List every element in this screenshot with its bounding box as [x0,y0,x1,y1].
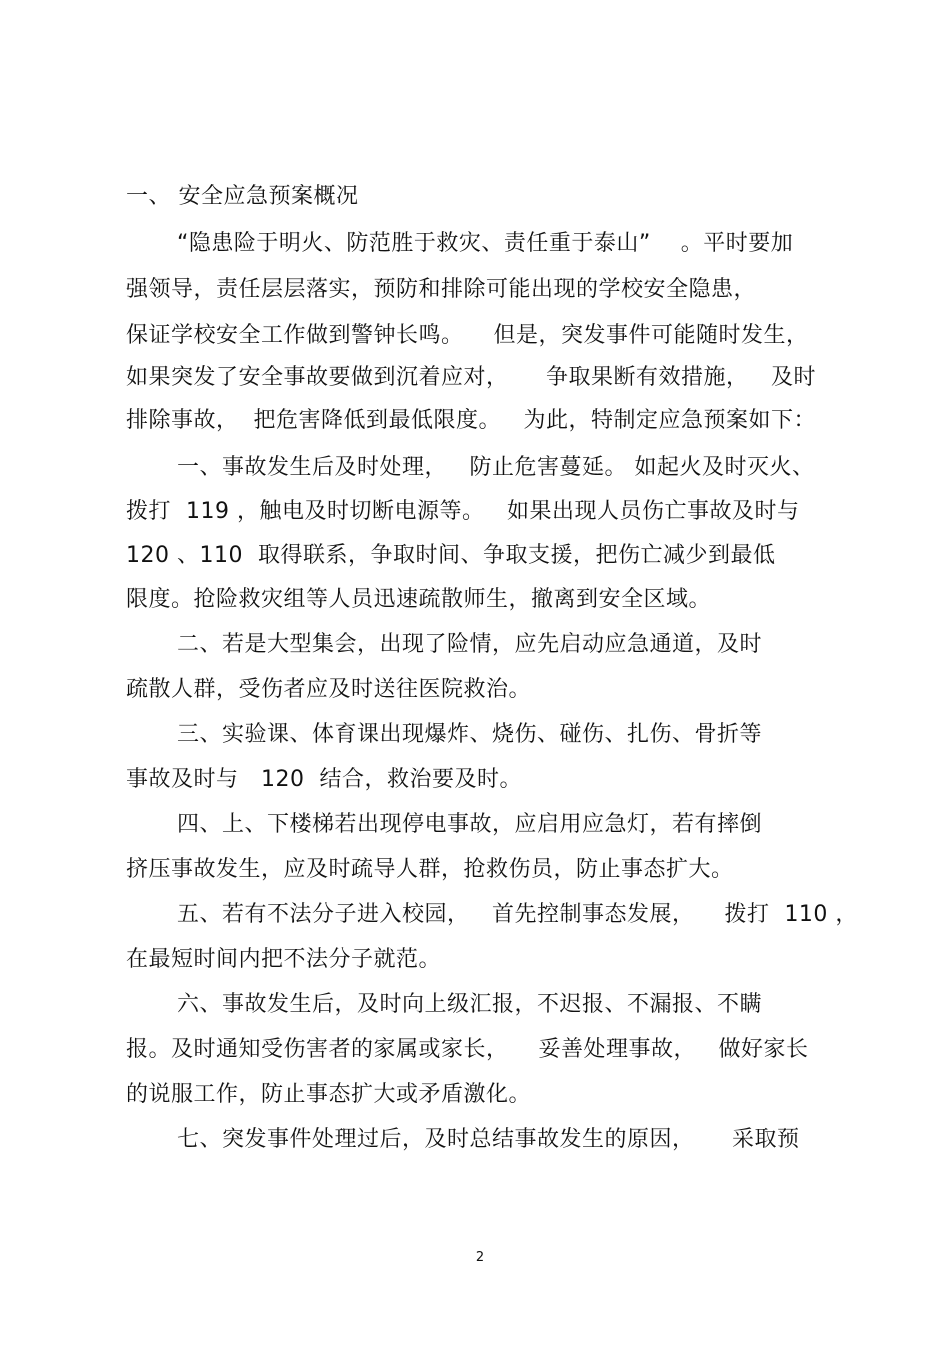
text-line: 挤压事故发生，应及时疏导人群，抢救伤员，防止事态扩大。 [126,857,734,882]
text-line: 的说服工作，防止事态扩大或矛盾激化。 [126,1082,532,1107]
text-line: 五、若有不法分子进入校园， 首先控制事态发展， 拨打 110 ， [177,902,858,927]
text-line: 一、事故发生后及时处理， 防止危害蔓延。 如起火及时灭火、 [177,455,815,480]
text-line: 四、上、下楼梯若出现停电事故，应启用应急灯，若有摔倒 [177,812,763,837]
text-line: 限度。抢险救灾组等人员迅速疏散师生，撤离到安全区域。 [126,587,712,612]
text-line: 120 、110 取得联系，争取时间、争取支援，把伤亡减少到最低 [126,543,776,568]
text-line: 事故及时与 120 结合，救治要及时。 [126,767,522,792]
text-line: 在最短时间内把不法分子就范。 [126,947,442,972]
page-number: 2 [475,1250,485,1265]
text-line: 三、实验课、体育课出现爆炸、烧伤、碰伤、扎伤、骨折等 [177,722,763,747]
section-heading: 一、 安全应急预案概况 [126,184,359,209]
text-line: 排除事故， 把危害降低到最低限度。 为此，特制定应急预案如下： [126,408,816,433]
text-line: 六、事故发生后，及时向上级汇报，不迟报、不漏报、不瞒 [177,992,763,1017]
text-line: 强领导，责任层层落实，预防和排除可能出现的学校安全隐患， [126,277,757,302]
text-line: 拨打 119 ，触电及时切断电源等。 如果出现人员伤亡事故及时与 [126,499,800,524]
text-line: 如果突发了安全事故要做到沉着应对， 争取果断有效措施， 及时 [126,365,816,390]
text-line: 疏散人群，受伤者应及时送往医院救治。 [126,677,532,702]
text-line: “隐患险于明火、防范胜于救灾、责任重于泰山” 。平时要加 [177,231,794,256]
text-line: 保证学校安全工作做到警钟长鸣。 但是，突发事件可能随时发生， [126,323,809,348]
text-line: 七、突发事件处理过后，及时总结事故发生的原因， 采取预 [177,1127,800,1152]
text-line: 二、若是大型集会，出现了险情，应先启动应急通道，及时 [177,632,763,657]
text-line: 报。及时通知受伤害者的家属或家长， 妥善处理事故， 做好家长 [126,1037,809,1062]
